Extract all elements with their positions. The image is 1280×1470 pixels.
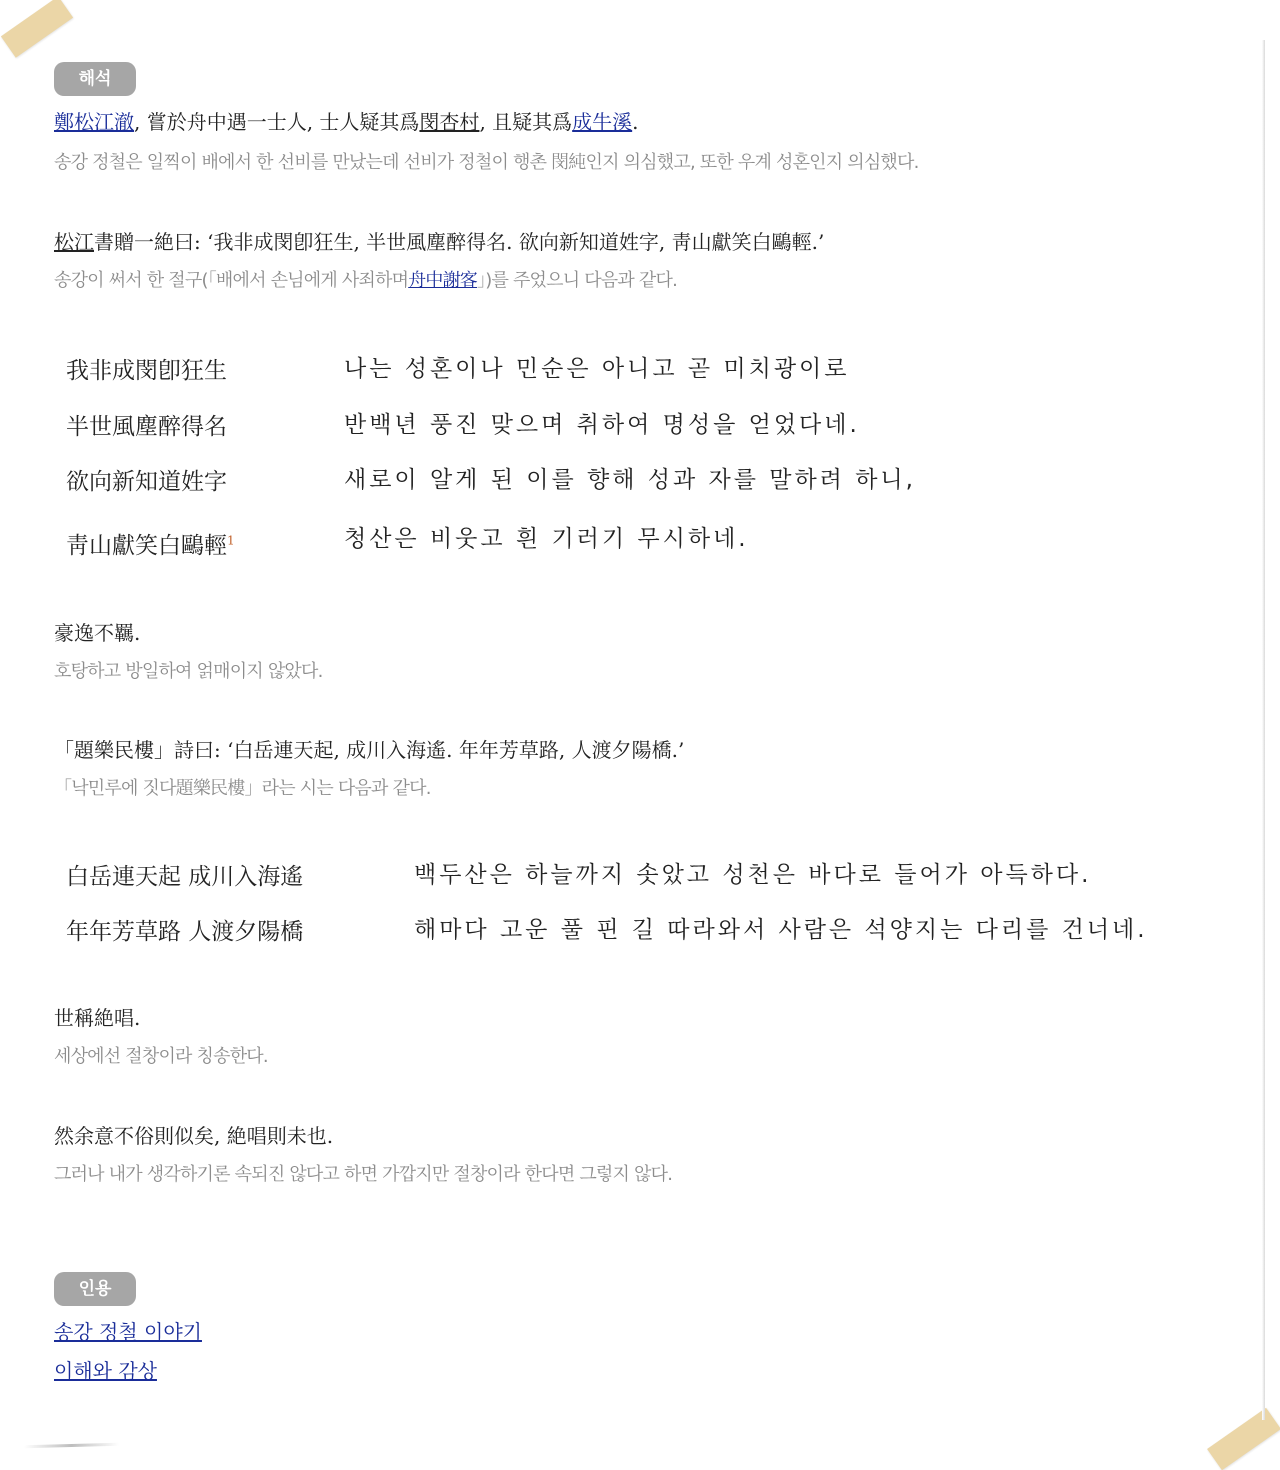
- link-seong-hon[interactable]: 成牛溪: [572, 110, 633, 134]
- poem2-line-translation: 백두산은 하늘까지 솟았고 성천은 바다로 들어가 아득하다.: [414, 862, 1092, 888]
- link-jeong-cheol[interactable]: 鄭松江澈: [54, 110, 134, 134]
- poem-line-original: 我非成閔卽狂生: [66, 358, 227, 384]
- poem-line-original: 靑山獻笑白鷗輕$^1$: [66, 533, 235, 559]
- translation-line-2: 송강이 써서 한 절구(「배에서 손님에게 사죄하며舟中謝客」)를 주었으니 다음과 같다.: [54, 270, 678, 291]
- original-line-4: 「題樂民樓」詩曰: ‘白岳連天起, 成川入海遙. 年年芳草路, 人渡夕陽橋.’: [54, 738, 685, 762]
- footnote-marker[interactable]: 1: [227, 533, 235, 548]
- poem-line-translation: 새로이 알게 된 이를 향해 성과 자를 말하려 하니,: [344, 467, 916, 493]
- translation-line-5: 세상에선 절창이라 칭송한다.: [54, 1046, 268, 1067]
- original-line-6: 然余意不俗則似矣, 絶唱則未也.: [54, 1124, 334, 1148]
- original-line-1: 鄭松江澈, 嘗於舟中遇一士人, 士人疑其爲閔杏村, 且疑其爲成牛溪.: [54, 110, 639, 134]
- poem-line-original: 欲向新知道姓字: [66, 469, 227, 495]
- section-badge-citation: 인용: [54, 1272, 136, 1306]
- poem-line-original: 半世風塵醉得名: [66, 414, 227, 440]
- translation-line-1: 송강 정철은 일찍이 배에서 한 선비를 만났는데 선비가 정철이 행촌 閔純인지 의심했고, 또한 우계 성혼인지 의심했다.: [54, 152, 919, 173]
- link-understanding-appreciation[interactable]: 이해와 감상: [54, 1359, 157, 1383]
- poem2-line-original: 年年芳草路 人渡夕陽橋: [66, 919, 304, 945]
- link-songgang-story[interactable]: 송강 정철 이야기: [54, 1320, 202, 1344]
- poem-line-translation: 반백년 풍진 맞으며 취하여 명성을 얻었다네.: [344, 412, 860, 438]
- link-poem-title[interactable]: 舟中謝客: [408, 270, 478, 291]
- original-line-2: 松江書贈一絶曰: ‘我非成閔卽狂生, 半世風塵醉得名. 欲向新知道姓字, 靑山獻笑白鷗輕.’: [54, 230, 825, 254]
- tape-decoration-bottom-right: [1207, 1408, 1280, 1470]
- translation-line-6: 그러나 내가 생각하기론 속되진 않다고 하면 가깝지만 절창이라 한다면 그렇지 않다.: [54, 1164, 673, 1185]
- tape-decoration-top-left: [1, 0, 73, 58]
- section-badge-interpretation: 해석: [54, 62, 136, 96]
- original-line-5: 世稱絶唱.: [54, 1006, 141, 1030]
- page-curl-shadow: [24, 1443, 119, 1448]
- poem2-line-original: 白岳連天起 成川入海遙: [66, 864, 304, 890]
- poem2-line-translation: 해마다 고운 풀 핀 길 따라와서 사람은 석양지는 다리를 건너네.: [414, 917, 1148, 943]
- page-edge-shadow: [1262, 40, 1265, 1420]
- translation-line-3: 호탕하고 방일하여 얽매이지 않았다.: [54, 661, 323, 682]
- underlined-name-songgang: 松江: [54, 230, 94, 254]
- translation-line-4: 「낙민루에 짓다題樂民樓」라는 시는 다음과 같다.: [54, 778, 431, 799]
- poem-line-translation: 나는 성혼이나 민순은 아니고 곧 미치광이로: [344, 356, 850, 382]
- original-line-3: 豪逸不羈.: [54, 621, 141, 645]
- underlined-name-min: 閔杏村: [419, 110, 480, 134]
- poem-line-translation: 청산은 비웃고 흰 기러기 무시하네.: [344, 526, 749, 552]
